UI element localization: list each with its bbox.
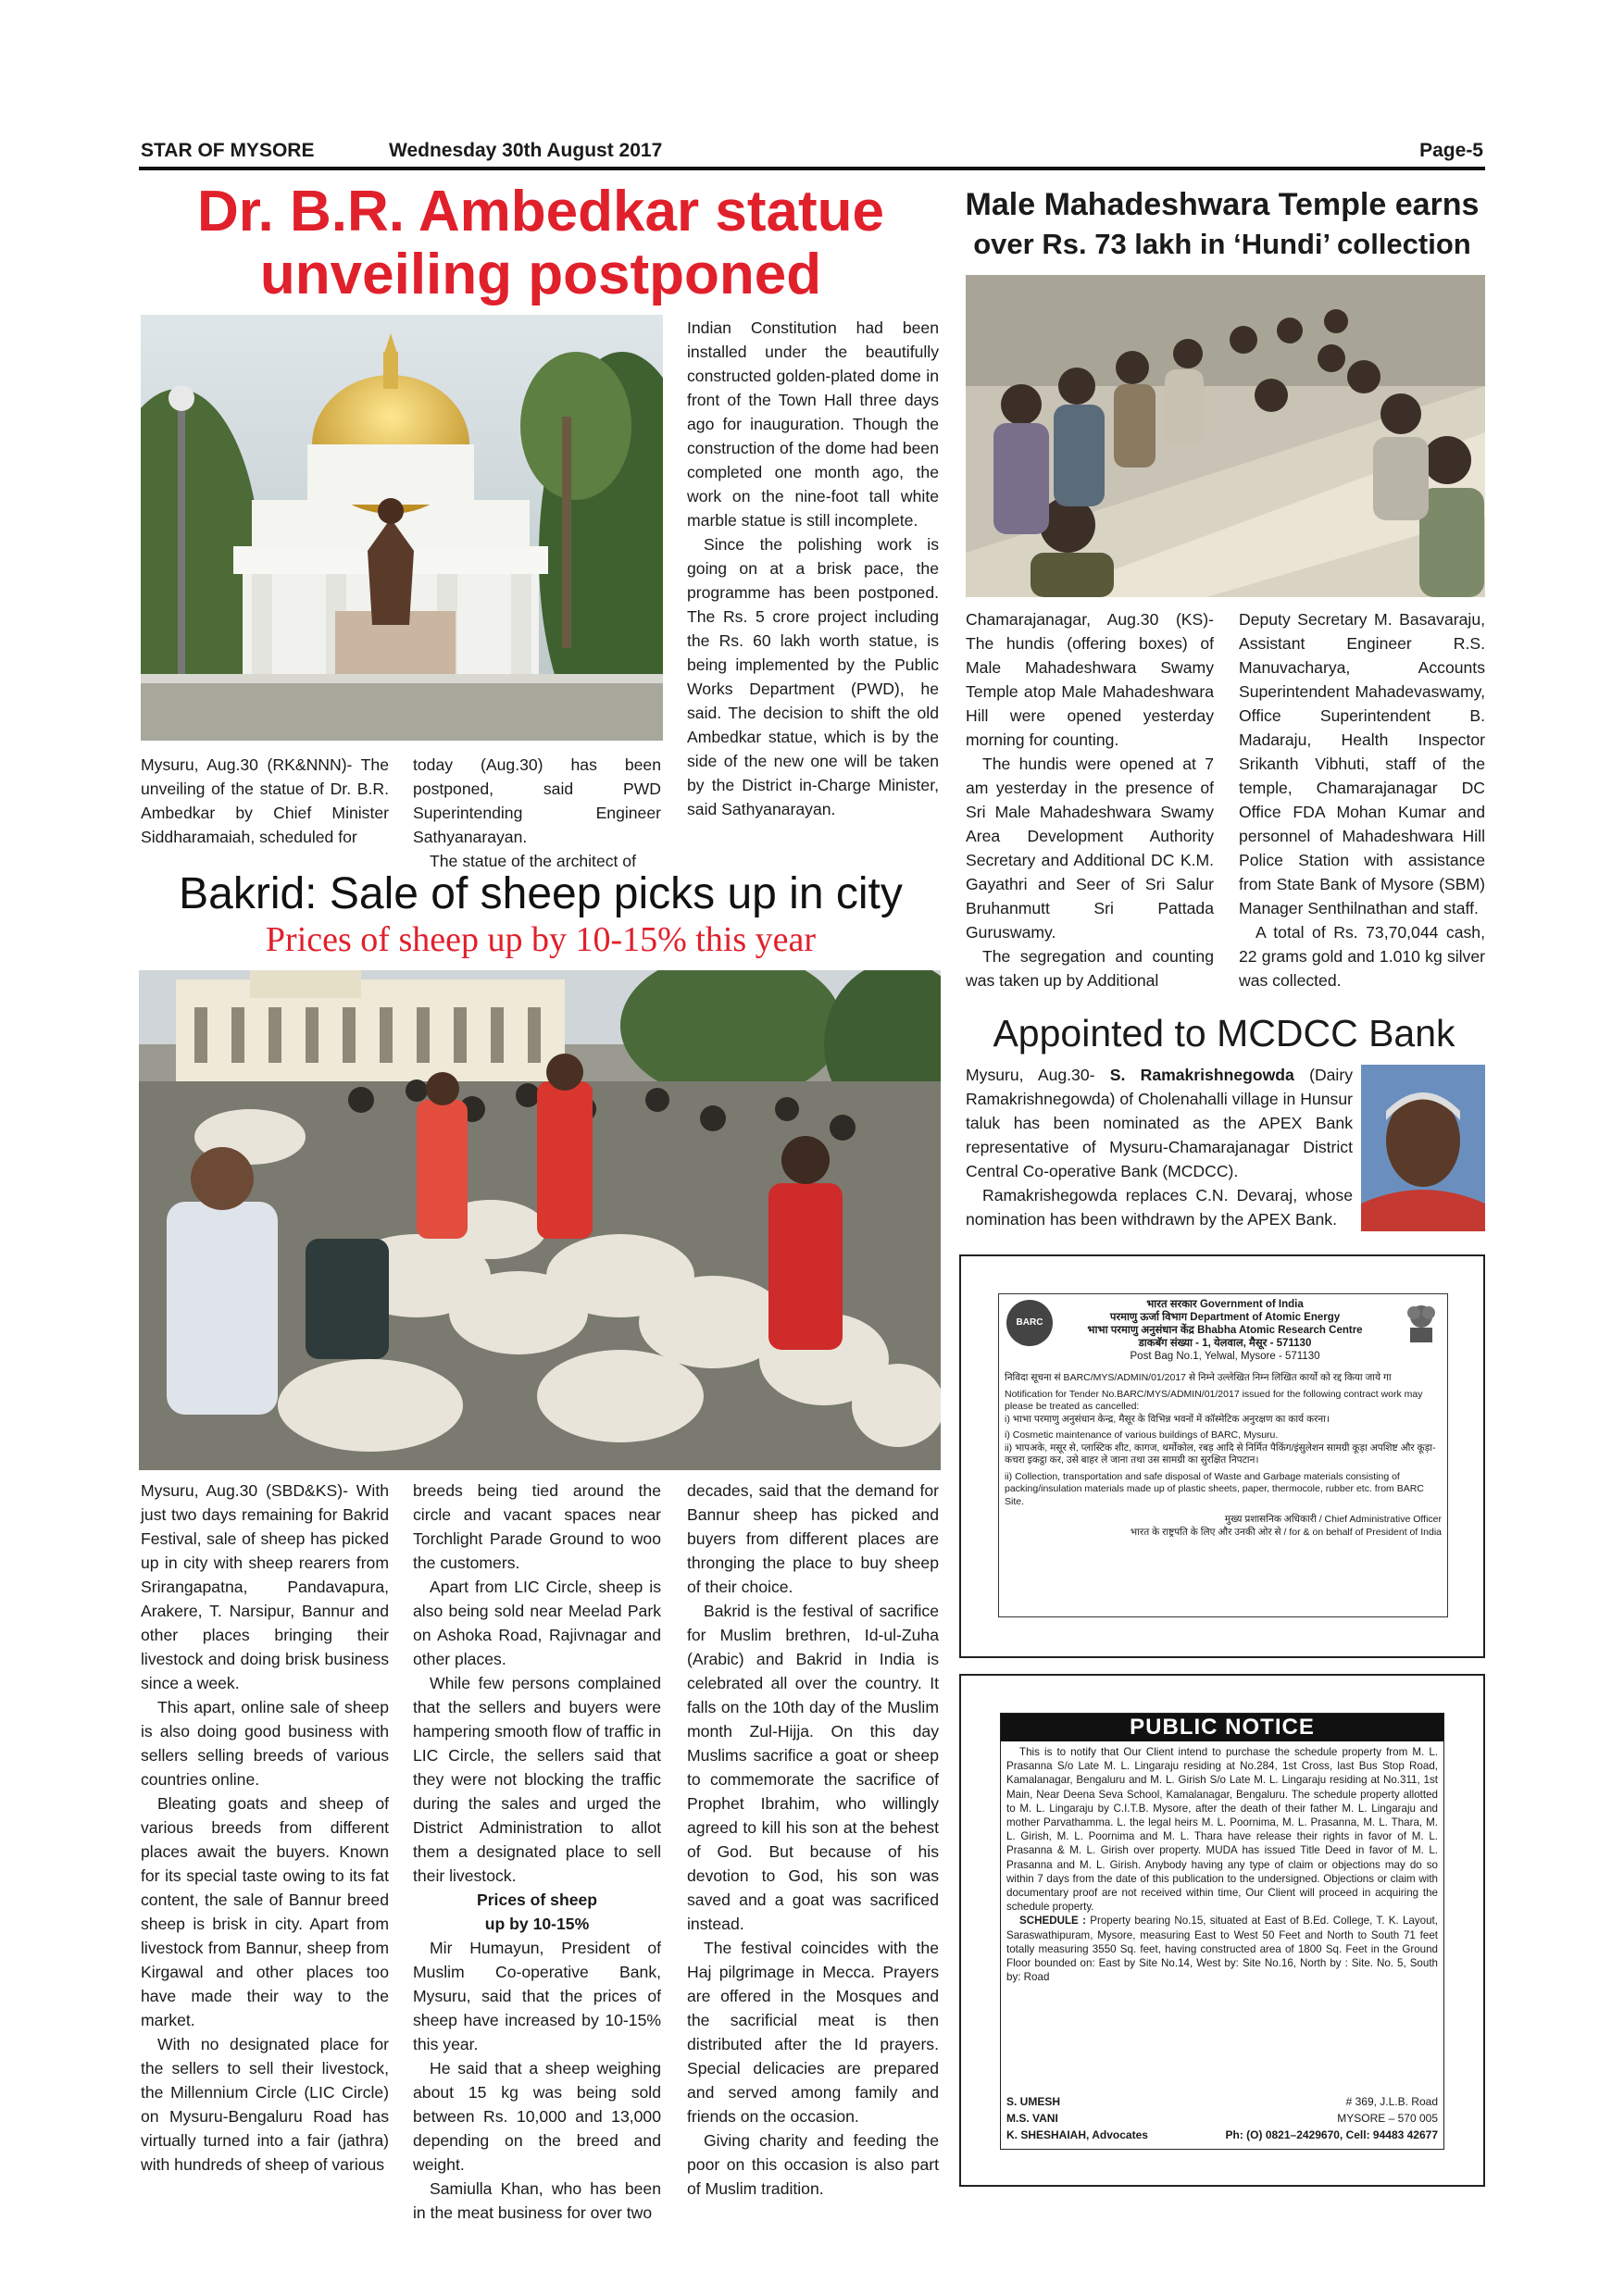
paragraph: Bakrid is the festival of sacrifice for Muslim brethren, Id-ul-Zuha (Arabic) and Bakrid in India is celebrated all over the country. It falls on the 10th day of the Muslim month Zul-Hijja. On this day Muslims sacrifice a goat or sheep to commemorate the sacrifice of Prophet Ibrahim, who willingly agreed to kill his son at the behest of God. But because of his devotion to God, his son was saved and a goat was sacrificed instead. — [687, 1602, 939, 1933]
ambedkar-col-1 — [141, 753, 389, 849]
paragraph: Mysuru, Aug.30 (SBD&KS)- With just two days remaining for Bakrid Festival, sale of sheep has picked up in city with sheep rearers from Srirangapatna, Pandavapura, Arakere, T. Narsipur, Bannur and other places bringing their livestock and doing brisk business since a week. — [141, 1481, 389, 1692]
paragraph: Indian Constitution had been installed under the beautifully constructed golden-plated dome in front of the Town Hall three days ago for inauguration. Though the construction of the dome had been completed one month ago, the work on the nine-foot tall white marble statue is still incomplete. — [687, 318, 939, 530]
signatory: K. SHESHAIAH, Advocates — [1006, 2128, 1148, 2141]
sheep-image — [139, 970, 941, 1470]
paragraph: Apart from LIC Circle, sheep is also being sold near Meelad Park on Ashoka Road, Rajivnagar and other places. — [413, 1578, 661, 1668]
public-notice-body — [1006, 1745, 1438, 1984]
paragraph: Mysuru, Aug.30 (RK&NNN)- The unveiling of the statue of Dr. B.R. Ambedkar by Chief Minister Siddharamaiah, scheduled for — [141, 755, 389, 846]
barc-logo: BARC — [1006, 1300, 1053, 1346]
ambedkar-headline-2: unveiling postponed — [259, 243, 822, 306]
portrait-image — [1361, 1065, 1485, 1231]
address: Post Bag No.1, Yelwal, Mysore - 571130 — [1130, 1351, 1320, 1362]
ambedkar-headline-1: Dr. B.R. Ambedkar statue — [197, 180, 884, 243]
paragraph: The segregation and counting was taken up by Additional — [966, 947, 1214, 990]
org-english: Department of Atomic Energy — [1190, 1312, 1341, 1323]
paragraph: A total of Rs. 73,70,044 cash, 22 grams gold and 1.010 kg silver was collected. — [1239, 923, 1485, 990]
bakrid-subhead: Prices of sheep up by 10-15% this year — [265, 920, 817, 959]
barc-body — [1005, 1372, 1442, 1539]
notice-text: This is to notify that Our Client intend to purchase the schedule property from M. L. Prasanna S/o Late M. L. Lingaraju residing at No.284, 1st Cross, last Bus Stop Road, Kamalanagar, Bengaluru and M. L. Girish S/o Late M. L. Lingaraju residing at No.311, 1st Main, Near Deena Seva School, Kamalanagar, Bengaluru. The schedule property allotted to M. L. Lingaraju by C.I.T.B. Mysore, after the death of their father M. L. Lingaraju and mother Parvathamma. L. the legal heirs M. L. Poornima, M. L. Prasanna, M. L. Thara, M. L. Girish, M. L. Poornima and M. L. Thara have release their rights in favor of M. L. Prasanna & M. L. Girish over property. MUDA has issued Title Deed in favor of M. L. Prasanna and M. L. Girish. Anybody having any type of claim or objections may do so within 7 days from the date of this publication to the undersigned. Objections or claim with documentary proof are not received within time, Our Client will proceed in acquiring the schedule property. — [1006, 1746, 1438, 1914]
schedule-text: Property bearing No.15, situated at East of B.Ed. College, T. K. Layout, Saraswathipuram, Mysore, measuring East to West 50 Feet and North to South 71 feet totally measuring 3550 Sq. feet, having constructed area of 1800 Sq. Feet in the Ground Floor bounded on: East by Site No.14, West by: Site No.16, North by : Site. No. 5, South by: Road — [1006, 1915, 1438, 1984]
signatories — [1006, 2093, 1219, 2143]
paragraph: The statue of the architect of — [430, 852, 636, 870]
item-2: ii) Collection, transportation and safe disposal of Waste and Garbage materials consisting of packing/insulation materials made up of plastic sheets, paper, thermocole, rubber etc. from BARC Site. — [1005, 1470, 1424, 1507]
paper-name: STAR OF MYSORE — [141, 140, 315, 161]
contact-line: Ph: (O) 0821–2429670, Cell: 94483 42677 — [1225, 2128, 1438, 2141]
public-notice-ad — [959, 1674, 1485, 2187]
paragraph: He said that a sheep weighing about 15 kg was being sold between Rs. 10,000 and 13,000 depending on the breed and weight. — [413, 2059, 661, 2174]
schedule — [1006, 1914, 1438, 1984]
temple-headline-2: over Rs. 73 lakh in ‘Hundi’ collection — [973, 228, 1471, 260]
org-hindi: भाभा परमाणु अनुसंधान केंद्र — [1087, 1325, 1194, 1336]
ambedkar-col-3 — [687, 316, 939, 821]
hindi-notice: निविदा सूचना सं BARC/MYS/ADMIN/01/2017 से निम्ने उल्लेखित निम्न लिखित कार्यो को रद्द किया जाये गा — [1005, 1372, 1392, 1383]
schedule-label: SCHEDULE : — [1019, 1915, 1086, 1928]
paragraph: Mir Humayun, President of Muslim Co-operative Bank, Mysuru, said that the prices of sheep have increased by 10-15% this year. — [413, 1939, 661, 2053]
paragraph: breeds being tied around the circle and vacant spaces near Torchlight Parade Ground to woo the customers. — [413, 1481, 661, 1572]
temple-col-1 — [966, 607, 1214, 992]
national-emblem-icon — [1405, 1300, 1438, 1346]
paragraph: decades, said that the demand for Bannur sheep has picked and buyers from different places are thronging the place to buy sheep of their choice. — [687, 1481, 939, 1596]
barc-header — [1058, 1298, 1392, 1363]
org-english: Bhabha Atomic Research Centre — [1197, 1325, 1363, 1336]
signatory: S. UMESH — [1006, 2095, 1061, 2108]
paragraph: Since the polishing work is going on at a brisk pace, the programme has been postponed. The Rs. 5 crore project including the Rs. 60 lakh worth statue, is being implemented by the Public Works Department (PWD), he said. The decision to shift the old Ambedkar statue, which is by the side of the new one will be taken by the District in-Charge Minister, said Sathyanarayan. — [687, 535, 939, 818]
barc-tender-ad — [959, 1254, 1485, 1658]
address-line: MYSORE – 570 005 — [1337, 2112, 1438, 2125]
notification: Notification for Tender No.BARC/MYS/ADMIN/01/2017 issued for the following contract work may please be treated as cancelled: — [1005, 1388, 1423, 1412]
bakrid-col-2 — [413, 1479, 661, 2225]
advocate-address — [1197, 2093, 1438, 2143]
temple-headline-1: Male Mahadeshwara Temple earns — [965, 187, 1480, 222]
item-1: i) Cosmetic maintenance of various buildings of BARC, Mysuru. — [1005, 1429, 1279, 1441]
ambedkar-col-2 — [413, 753, 661, 873]
item-1-hindi: i) भाभा परमाणु अनुसंधान केन्द्र, मैसूर के विभिन्न भवनों में कॉस्मेटिक अनुरक्षण का कार्य करना। — [1005, 1413, 1330, 1425]
org-english: Government of India — [1199, 1299, 1304, 1310]
paragraph: This apart, online sale of sheep is also doing good business with sellers selling breeds of various countries online. — [141, 1698, 389, 1789]
paragraph: Giving charity and feeding the poor on this occasion is also part of Muslim tradition. — [687, 2131, 939, 2198]
signoff-hindi: मुख्य प्रशासनिक अधिकारी / Chief Administrative Officer — [1224, 1514, 1442, 1525]
signatory: M.S. VANI — [1006, 2112, 1058, 2125]
ambedkar-statue-photo — [141, 315, 663, 741]
address-hindi: डाकबॅग संख्या - 1, येलवाल, मैसूर - 571130 — [1138, 1338, 1312, 1349]
lead-text: (Dairy Ramakrishnegowda) of Cholenahalli village in Hunsur taluk has been nominated as the APEX Bank representative of Mysuru-Chamarajanagar District Central Co-operative Bank (MCDCC). — [966, 1066, 1353, 1180]
statue-image — [141, 315, 663, 741]
paragraph: The festival coincides with the Haj pilgrimage in Mecca. Prayers are offered in the Mosques and the sacrificial meat is then distributed after the Id prayers. Special delicacies are prepared and served among family and friends on the occasion. — [687, 1939, 939, 2126]
subhead: up by 10-15% — [484, 1915, 590, 1933]
paragraph: With no designated place for the sellers to sell their livestock, the Millennium Circle (LIC Circle) on Mysuru-Bengaluru Road has virtually turned into a fair (jathra) with hundreds of sheep of various — [141, 2035, 389, 2174]
masthead-rule — [139, 167, 1485, 170]
sheep-market-photo — [139, 970, 941, 1470]
bakrid-col-1 — [141, 1479, 389, 2177]
paragraph: today (Aug.30) has been postponed, said PWD Superintending Engineer Sathyanarayan. — [413, 755, 661, 846]
bakrid-headline: Bakrid: Sale of sheep picks up in city — [179, 869, 903, 918]
paragraph: Bleating goats and sheep of various breeds from different places await the buyers. Known for its special taste owing to its fat content, the sale of Bannur breed sheep is brisk in city. Apart from livestock from Bannur, sheep from Kirgawal and other places too have made their way to the market. — [141, 1794, 389, 2029]
paragraph: Chamarajanagar, Aug.30 (KS)- The hundis (offering boxes) of Male Mahadeshwara Swamy Temple atop Male Mahadeshwara Hill were opened yesterday morning for counting. — [966, 610, 1214, 749]
paragraph: Deputy Secretary M. Basavaraju, Assistant Engineer R.S. Manuvacharya, Accounts Superintendent Mahadevaswamy, Office Superintendent B. Madaraju, Health Inspector Srikanth Vibhuti, staff of the temple, Chamarajanagar DC Office FDA Mohan Kumar and personnel of Mahadeshwara Hill Police Station with assistance from State Bank of Mysore (SBM) Manager Senthilnathan and staff. — [1239, 610, 1485, 917]
paragraph: Samiulla Khan, who has been in the meat business for over two — [413, 2179, 661, 2222]
org-hindi: भारत सरकार — [1146, 1299, 1197, 1310]
signoff: भारत के राष्ट्रपति के लिए और उनकी ओर से / for & on behalf of President of India — [1130, 1526, 1442, 1538]
appointee-name: S. Ramakrishnegowda — [1109, 1066, 1294, 1084]
hundi-counting-photo — [966, 275, 1485, 597]
barc-ad-inner — [998, 1293, 1448, 1617]
temple-col-2 — [1239, 607, 1485, 992]
subhead: Prices of sheep — [476, 1890, 598, 1909]
public-notice-inner — [1000, 1713, 1444, 2150]
appointee-portrait — [1361, 1065, 1485, 1231]
paragraph: Ramakrishegowda replaces C.N. Devaraj, whose nomination has been withdrawn by the APEX Bank. — [966, 1186, 1353, 1229]
bakrid-col-3 — [687, 1479, 939, 2201]
mcdcc-headline: Appointed to MCDCC Bank — [993, 1012, 1455, 1054]
paragraph — [966, 1063, 1353, 1183]
paragraph: While few persons complained that the sellers and buyers were hampering smooth flow of traffic in LIC Circle, the sellers said that they were not blocking the traffic during the sales and urged the District Administration to allot them a designated place to sell their livestock. — [413, 1674, 661, 1885]
address-line: # 369, J.L.B. Road — [1345, 2095, 1438, 2108]
public-notice-title: PUBLIC NOTICE — [1001, 1714, 1443, 1741]
mcdcc-body — [966, 1063, 1353, 1231]
org-hindi: परमाणु ऊर्जा विभाग — [1109, 1312, 1188, 1323]
page-number: Page-5 — [1419, 140, 1483, 161]
hundi-image — [966, 275, 1485, 597]
issue-date: Wednesday 30th August 2017 — [389, 140, 663, 161]
dateline: Mysuru, Aug.30- — [966, 1066, 1110, 1084]
item-2-hindi: ii) भापअके, मसूर से, प्लास्टिक शीट, कागज, थर्मोकोल, रबड़ आदि से निर्मित पैकिंग/इंसुलेशन सामग्री कूड़ा अपशिष्ट और कूड़ा-कचरा इकट्ठा कर, उसे बाहर ले जाना तथा उस सामग्री का सुरक्षित निपटान। — [1005, 1441, 1436, 1466]
paragraph: The hundis were opened at 7 am yesterday in the presence of Sri Male Mahadeshwara Swamy Area Development Authority Secretary and Additional DC K.M. Gayathri and Seer of Sri Salur Bruhanmutt Sri Pattada Guruswamy. — [966, 755, 1214, 942]
